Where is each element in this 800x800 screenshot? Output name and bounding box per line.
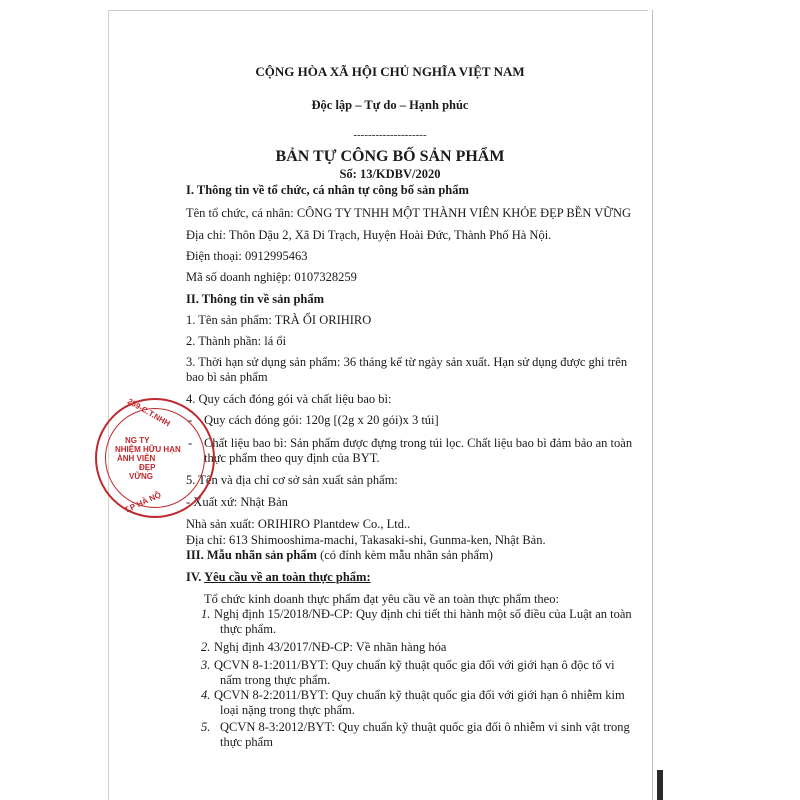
org-address: Địa chỉ: Thôn Dậu 2, Xã Di Trạch, Huyện Hoài Đức, Thành Phố Hà Nội. <box>186 228 552 242</box>
seal-text: 259-C.T.NHH <box>125 396 172 429</box>
section-4-title: Yêu cầu về an toàn thực phẩm: <box>204 570 371 584</box>
header-divider: -------------------- <box>353 129 427 141</box>
product-ingredients: 2. Thành phần: lá ổi <box>186 334 287 348</box>
regulation-text-cont: loại nặng trong thực phẩm. <box>220 703 355 717</box>
section-1-heading: I. Thông tin về tổ chức, cá nhân tự công bố sản phẩm <box>186 183 469 197</box>
product-shelf-life: 3. Thời hạn sử dụng sản phẩm: 36 tháng kể từ ngày sản xuất. Hạn sử dụng được ghi trên <box>186 355 628 369</box>
manufacturer-name: Nhà sản xuất: ORIHIRO Plantdew Co., Ltd.. <box>186 517 411 531</box>
product-shelf-life-cont: bao bì sản phẩm <box>186 370 268 384</box>
company-seal <box>95 396 181 518</box>
section-4-heading <box>186 570 371 585</box>
regulation-number: 2. <box>201 640 211 654</box>
page-border-top <box>108 10 648 11</box>
regulation-text: QCVN 8-1:2011/BYT: Quy chuẩn kỹ thuật quốc gia đối với giới hạn ô độc tố vi <box>214 658 615 672</box>
org-name: Tên tổ chức, cá nhân: CÔNG TY TNHH MỘT THÀNH VIÊN KHỎE ĐẸP BỀN VỮNG <box>186 206 632 220</box>
org-phone: Điện thoại: 0912995463 <box>186 249 308 263</box>
packaging-material-cont: thực phẩm theo quy định của BYT. <box>204 451 380 465</box>
seal-text: NHIỆM HỮU HẠN <box>115 445 181 454</box>
seal-text: T.P HÀ NỘ <box>122 490 163 515</box>
section-3-heading <box>186 548 493 563</box>
product-origin: - Xuất xứ: Nhật Bản <box>186 495 288 509</box>
national-title: CỘNG HÒA XÃ HỘI CHỦ NGHĨA VIỆT NAM <box>255 64 525 79</box>
regulation-text: QCVN 8-3:2012/BYT: Quy chuẩn kỹ thuật quốc gia đối ô nhiễm vi sinh vật trong <box>220 720 630 734</box>
manufacturer-address: Địa chỉ: 613 Shimooshima-machi, Takasaki-shi, Gunma-ken, Nhật Bản. <box>186 533 546 547</box>
regulation-text: QCVN 8-2:2011/BYT: Quy chuẩn kỹ thuật quốc gia đối với giới hạn ô nhiễm kim <box>214 688 625 702</box>
packaging-heading: 4. Quy cách đóng gói và chất liệu bao bì: <box>186 392 392 406</box>
regulation-text-cont: thực phẩm. <box>220 622 277 636</box>
org-tax-code: Mã số doanh nghiệp: 0107328259 <box>186 270 357 284</box>
regulation-number: 5. <box>201 720 211 734</box>
packaging-material: Chất liệu bao bì: Sản phẩm được đựng trong túi lọc. Chất liệu bao bì đảm bảo an toàn <box>204 436 633 450</box>
manufacturer-heading: 5. Tên và địa chỉ cơ sở sản xuất sản phẩm: <box>186 473 398 487</box>
seal-text: NG TY <box>125 436 150 445</box>
scan-shadow <box>657 770 663 800</box>
packaging-spec: Quy cách đóng gói: 120g [(2g x 20 gói)x 3 túi] <box>204 413 439 427</box>
section-4-number: IV. <box>186 570 205 584</box>
bullet-dash: - <box>188 436 193 450</box>
seal-text: ĐẸP <box>139 463 156 472</box>
regulation-text: Nghị định 15/2018/NĐ-CP: Quy định chi tiết thi hành một số điều của Luật an toàn <box>214 607 632 621</box>
product-name: 1. Tên sản phẩm: TRÀ ỔI ORIHIRO <box>186 313 372 327</box>
section-3-note: (có đính kèm mẫu nhãn sản phẩm) <box>316 548 493 562</box>
section-2-heading: II. Thông tin về sản phẩm <box>186 292 325 306</box>
section-3-title: III. Mẫu nhãn sản phẩm <box>186 548 317 562</box>
national-motto: Độc lập – Tự do – Hạnh phúc <box>311 98 469 112</box>
regulation-text-cont: nấm trong thực phẩm. <box>220 673 331 687</box>
regulation-number: 1. <box>201 607 211 621</box>
regulation-number: 3. <box>201 658 211 672</box>
seal-text: ÀNH VIÊN <box>117 454 156 463</box>
bullet-dash: - <box>188 413 193 427</box>
document-number: Số: 13/KDBV/2020 <box>339 167 441 181</box>
section-4-intro: Tổ chức kinh doanh thực phẩm đạt yêu cầu về an toàn thực phẩm theo: <box>204 592 559 606</box>
regulation-text: Nghị định 43/2017/NĐ-CP: Về nhãn hàng hóa <box>214 640 447 654</box>
regulation-number: 4. <box>201 688 211 702</box>
seal-text: VỮNG <box>129 472 153 481</box>
document-title: BẢN TỰ CÔNG BỐ SẢN PHẨM <box>275 148 505 165</box>
regulation-text-cont: thực phẩm <box>220 735 273 749</box>
